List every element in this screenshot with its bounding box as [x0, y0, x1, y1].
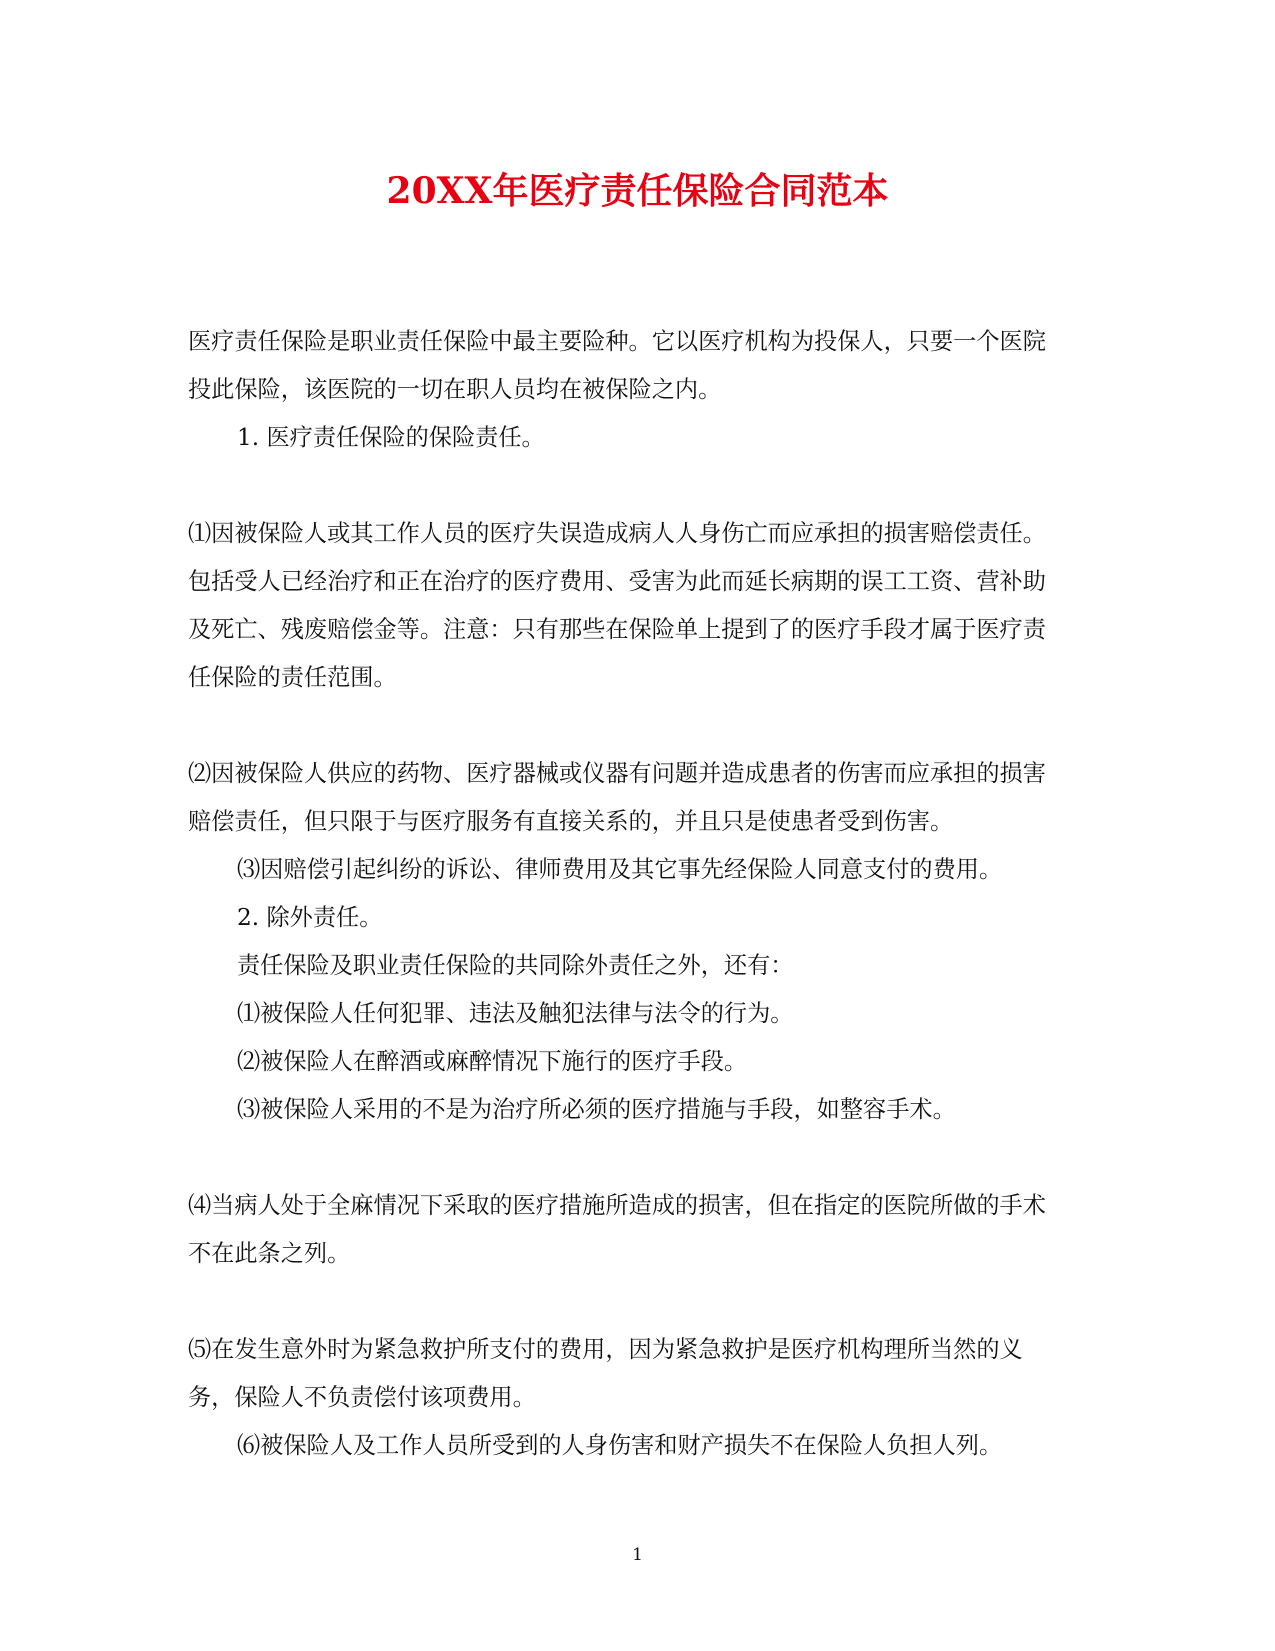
paragraph-liability-2: ⑵因被保险人供应的药物、医疗器械或仪器有问题并造成患者的伤害而应承担的损害赔偿责任，但只限于与医疗服务有直接关系的，并且只是使患者受到伤害。	[188, 760, 1046, 835]
paragraph-exclusions-intro: 责任保险及职业责任保险的共同除外责任之外，还有：	[237, 952, 794, 979]
paragraph-exclusion-2: ⑵被保险人在醉酒或麻醉情况下施行的医疗手段。	[237, 1048, 748, 1075]
document-title: 20XX年医疗责任保险合同范本	[386, 170, 889, 212]
paragraph-exclusion-3: ⑶被保险人采用的不是为治疗所必须的医疗措施与手段，如整容手术。	[237, 1096, 956, 1123]
paragraph-exclusion-5: ⑸在发生意外时为紧急救护所支付的费用，因为紧急救护是医疗机构理所当然的义务，保险人不负责偿付该项费用。	[188, 1336, 1023, 1411]
paragraph-exclusion-6: ⑹被保险人及工作人员所受到的人身伤害和财产损失不在保险人负担人列。	[237, 1432, 1003, 1459]
paragraph-liability-3: ⑶因赔偿引起纠纷的诉讼、律师费用及其它事先经保险人同意支付的费用。	[237, 856, 1003, 883]
paragraph-liability-1: ⑴因被保险人或其工作人员的医疗失误造成病人人身伤亡而应承担的损害赔偿责任。包括受人已经治疗和正在治疗的医疗费用、受害为此而延长病期的误工工资、营补助及死亡、残废赔偿金等。注意：只有那些在保险单上提到了的医疗手段才属于医疗责任保险的责任范围。	[188, 520, 1046, 691]
page-number: 1	[632, 1545, 643, 1565]
section-heading-liability: 1. 医疗责任保险的保险责任。	[237, 424, 545, 451]
paragraph-exclusion-4: ⑷当病人处于全麻情况下采取的医疗措施所造成的损害，但在指定的医院所做的手术不在此条之列。	[188, 1192, 1046, 1267]
paragraph-intro: 医疗责任保险是职业责任保险中最主要险种。它以医疗机构为投保人，只要一个医院投此保险，该医院的一切在职人员均在被保险之内。	[188, 328, 1046, 403]
section-heading-exclusions: 2. 除外责任。	[237, 904, 383, 931]
paragraph-exclusion-1: ⑴被保险人任何犯罪、违法及触犯法律与法令的行为。	[237, 1000, 794, 1027]
document-body	[188, 318, 1068, 1470]
